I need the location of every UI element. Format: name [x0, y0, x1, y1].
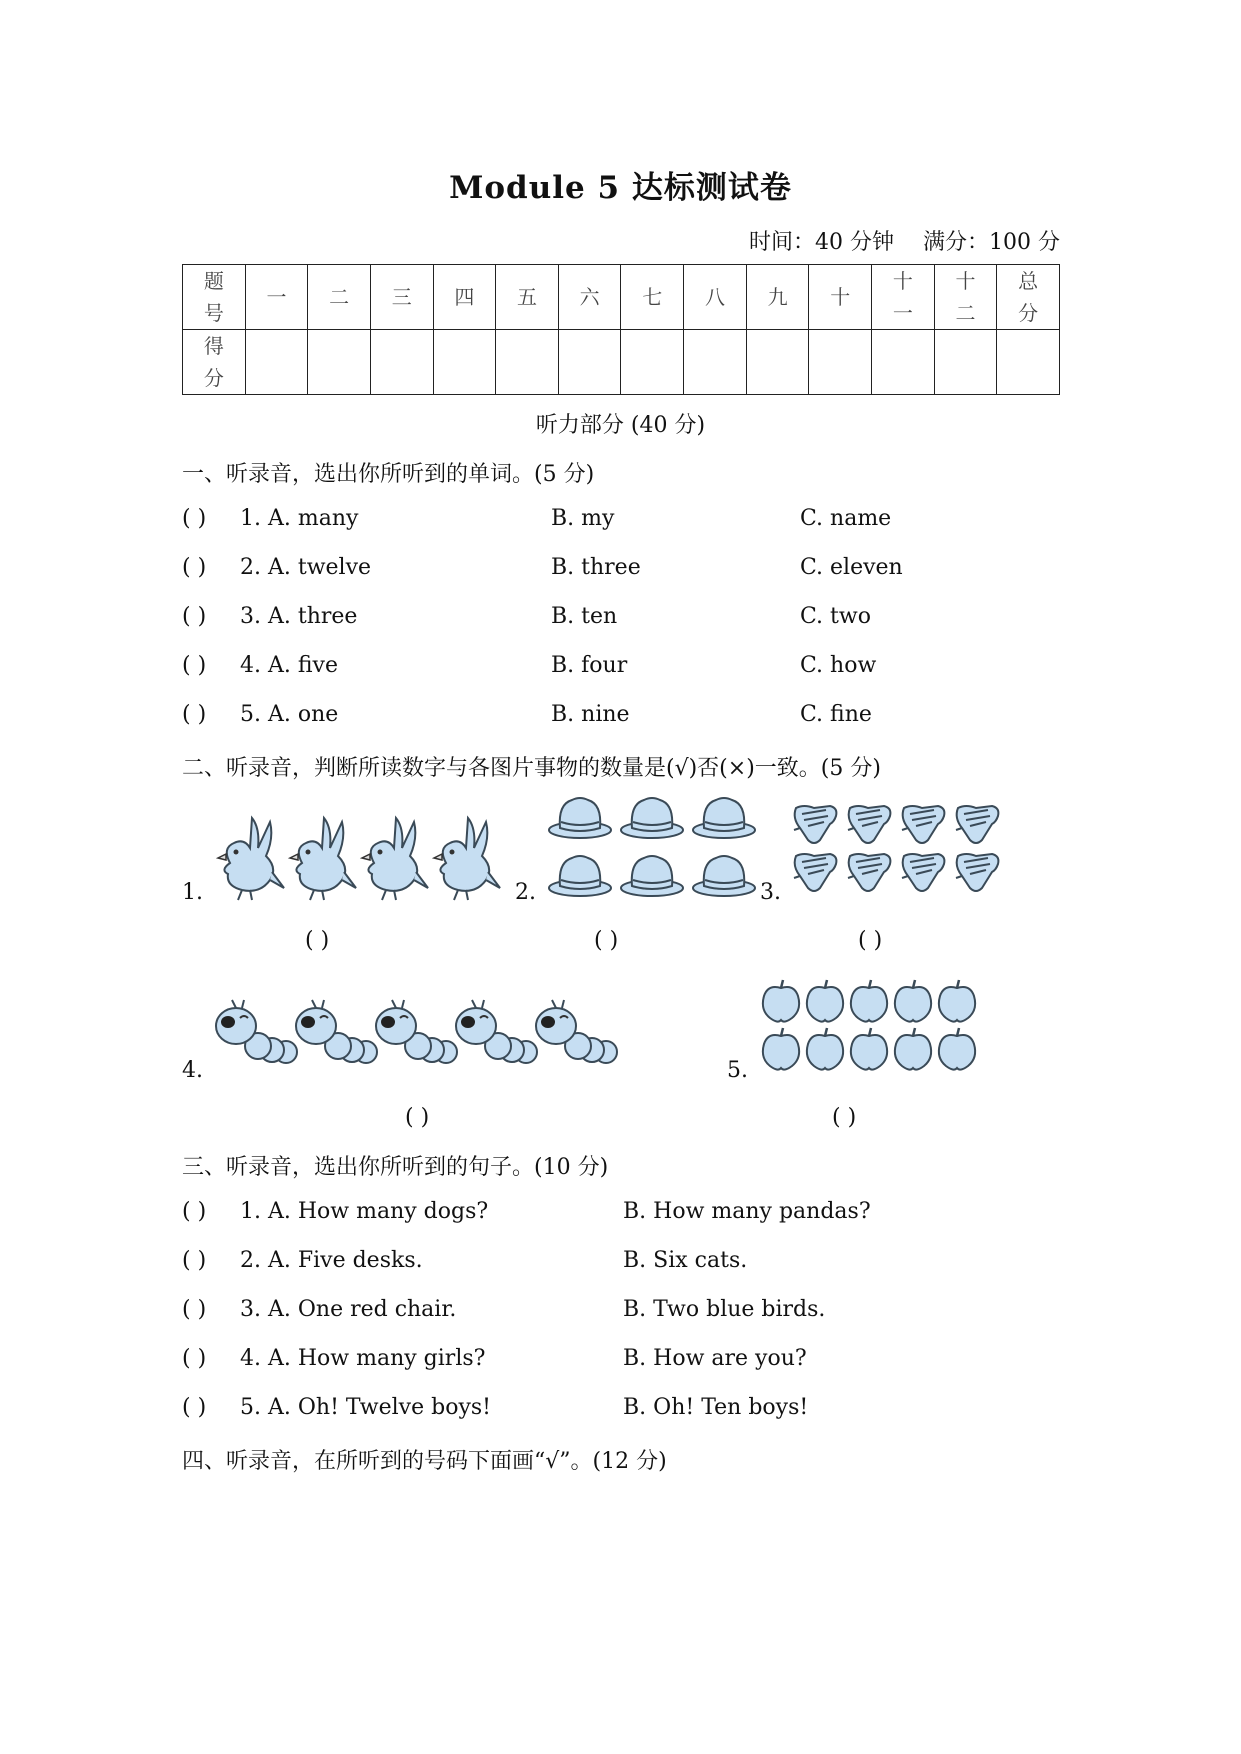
- score-cell[interactable]: [934, 330, 997, 395]
- score-table-row1-label: 题 号: [183, 265, 246, 330]
- picture-2-number: 2.: [515, 880, 536, 905]
- option-a: 1. A. How many dogs?: [240, 1199, 489, 1224]
- score-table-header-row: [183, 265, 1060, 330]
- hat-picture: [548, 792, 760, 904]
- option-a: 5. A. Oh! Twelve boys!: [240, 1395, 492, 1420]
- score-header-10: 十: [809, 265, 872, 330]
- listening-header: 听力部分 (40 分): [535, 413, 706, 438]
- answer-paren[interactable]: ( ): [832, 1105, 857, 1130]
- page-title: Module 5 达标测试卷: [449, 170, 792, 206]
- glove-picture: [790, 800, 1006, 896]
- option-c: C. fine: [800, 702, 872, 727]
- picture-5-number: 5.: [727, 1058, 748, 1083]
- score-cell[interactable]: [558, 330, 621, 395]
- score-table-score-row: [183, 330, 1060, 395]
- score-header-7: 七: [621, 265, 684, 330]
- option-a: 3. A. One red chair.: [240, 1297, 457, 1322]
- section4-heading: 四、听录音，在所听到的号码下面画“√”。(12 分): [182, 1449, 667, 1474]
- score-cell[interactable]: [872, 330, 935, 395]
- option-b: B. four: [551, 653, 628, 678]
- section3-heading: 三、听录音，选出你所听到的句子。(10 分): [182, 1155, 609, 1180]
- score-header-1: 一: [245, 265, 308, 330]
- picture-1-number: 1.: [182, 880, 203, 905]
- answer-paren[interactable]: ( ): [182, 702, 207, 727]
- picture-3-number: 3.: [760, 880, 781, 905]
- score-table-row2-label: 得 分: [183, 330, 246, 395]
- option-b: B. Two blue birds.: [623, 1297, 826, 1322]
- score-cell[interactable]: [496, 330, 559, 395]
- exam-meta: [727, 225, 1060, 256]
- score-header-8: 八: [684, 265, 747, 330]
- answer-paren[interactable]: ( ): [182, 1346, 207, 1371]
- score-cell[interactable]: [746, 330, 809, 395]
- score-cell[interactable]: [308, 330, 371, 395]
- option-b: B. Oh! Ten boys!: [623, 1395, 809, 1420]
- option-c: C. eleven: [800, 555, 903, 580]
- score-header-3: 三: [370, 265, 433, 330]
- score-header-9: 九: [746, 265, 809, 330]
- option-b: B. nine: [551, 702, 630, 727]
- score-cell[interactable]: [245, 330, 308, 395]
- option-c: C. name: [800, 506, 892, 531]
- option-c: C. how: [800, 653, 877, 678]
- score-header-11: 十 一: [872, 265, 935, 330]
- answer-paren[interactable]: ( ): [182, 1199, 207, 1224]
- answer-paren[interactable]: ( ): [182, 604, 207, 629]
- option-a: 4. A. five: [240, 653, 338, 678]
- score-cell[interactable]: [997, 330, 1060, 395]
- option-b: B. three: [551, 555, 641, 580]
- option-a: 5. A. one: [240, 702, 339, 727]
- caterpillar-picture: [214, 996, 630, 1076]
- option-b: B. How many pandas?: [623, 1199, 871, 1224]
- score-header-4: 四: [433, 265, 496, 330]
- answer-paren[interactable]: ( ): [182, 1395, 207, 1420]
- bird-picture: [212, 808, 522, 908]
- option-a: 2. A. twelve: [240, 555, 372, 580]
- option-a: 4. A. How many girls?: [240, 1346, 486, 1371]
- score-header-2: 二: [308, 265, 371, 330]
- answer-paren[interactable]: ( ): [405, 1105, 430, 1130]
- answer-paren[interactable]: ( ): [182, 1297, 207, 1322]
- option-a: 1. A. many: [240, 506, 359, 531]
- score-header-12: 十 二: [934, 265, 997, 330]
- score-cell[interactable]: [684, 330, 747, 395]
- answer-paren[interactable]: ( ): [182, 653, 207, 678]
- score-cell[interactable]: [621, 330, 684, 395]
- score-cell[interactable]: [433, 330, 496, 395]
- answer-paren[interactable]: ( ): [182, 555, 207, 580]
- option-a: 2. A. Five desks.: [240, 1248, 423, 1273]
- option-b: B. Six cats.: [623, 1248, 748, 1273]
- answer-paren[interactable]: ( ): [182, 506, 207, 531]
- apple-picture: [760, 978, 982, 1078]
- score-table: [182, 264, 1060, 395]
- option-c: C. two: [800, 604, 871, 629]
- score-header-5: 五: [496, 265, 559, 330]
- option-a: 3. A. three: [240, 604, 358, 629]
- time-limit: 时间：40 分钟: [749, 230, 894, 255]
- option-b: B. ten: [551, 604, 618, 629]
- answer-paren[interactable]: ( ): [858, 928, 883, 953]
- score-header-6: 六: [558, 265, 621, 330]
- full-score: 满分：100 分: [923, 230, 1060, 255]
- option-b: B. my: [551, 506, 615, 531]
- section1-heading: 一、听录音，选出你所听到的单词。(5 分): [182, 462, 595, 487]
- answer-paren[interactable]: ( ): [182, 1248, 207, 1273]
- score-cell[interactable]: [809, 330, 872, 395]
- answer-paren[interactable]: ( ): [594, 928, 619, 953]
- score-cell[interactable]: [370, 330, 433, 395]
- answer-paren[interactable]: ( ): [305, 928, 330, 953]
- section2-heading: 二、听录音，判断所读数字与各图片事物的数量是(√)否(×)一致。(5 分): [182, 756, 881, 781]
- option-b: B. How are you?: [623, 1346, 807, 1371]
- picture-4-number: 4.: [182, 1058, 203, 1083]
- score-header-total: 总 分: [997, 265, 1060, 330]
